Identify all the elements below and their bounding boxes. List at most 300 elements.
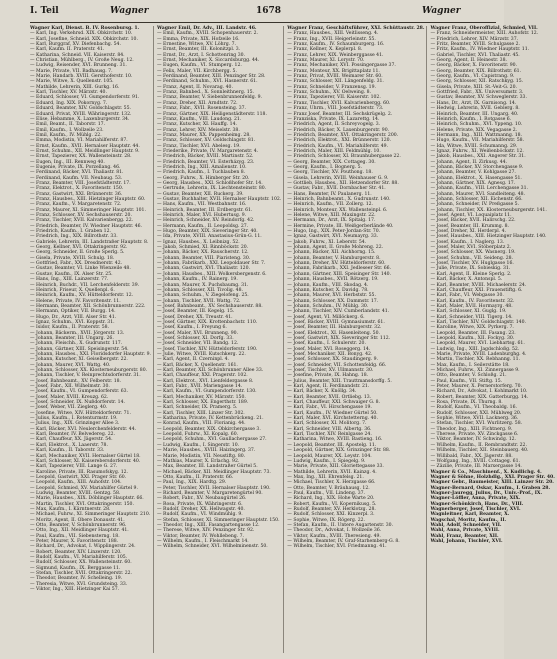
directory-entry: — Marie, Modistin, VII. Neustiftg. 80. xyxy=(156,453,246,459)
directory-entry: — Josef, Hausbes., XIII. Hietzinger Hauptstr. 140. xyxy=(430,234,547,240)
directory-entry: — Helene, Witwe, XIII. Maxingstr. 22. xyxy=(287,213,376,219)
directory-entry: — Katharina, Private, IV. Kettenbrückeng. 21. xyxy=(156,416,264,422)
directory-entry: — Leopold, Kaufm., XII. Fockyg. 30. xyxy=(430,335,515,341)
directory-entry: — Johann, Kaufm., IV. Rainerg. 19. xyxy=(156,277,238,283)
directory-entry: — Johann, Schlosser, XII. Tivolig. 48. xyxy=(156,287,243,293)
directory-entry: — Johann, Fleischh., X. Gudrunstr. 117. xyxy=(30,341,123,347)
directory-entry: — Karl, Schneider, VIII. Tigerg. 14. xyxy=(430,314,513,320)
directory-entry: — Ferdinand, Beamter, XIII. Penzinger Str. 28. xyxy=(156,74,266,80)
directory-entry: — Michael, Tischler, X. Herzgasse 66. xyxy=(287,480,376,486)
directory-entry: — Wilhelm, Kaufm., I. Fleischmarkt 14. xyxy=(156,539,249,544)
directory-entry: — Ernst, Kaufm., XVII. Hernalser Hauptstr. 44. xyxy=(30,143,140,149)
directory-entry: — Paul, Kaufm., VII. Stiftg. 15. xyxy=(430,378,503,384)
catchword-left: Wagner xyxy=(110,6,149,16)
directory-columns xyxy=(30,26,555,653)
directory-entry: — Ernst, Beamter, III. Kolonitzpl. 3. xyxy=(156,47,241,53)
directory-entry: — Ernestine, Witwe, XV. Löhrg. 7. xyxy=(156,42,236,48)
directory-entry: — Franz, Monteur, XX. Brigittaplatz 11. xyxy=(287,68,380,74)
directory-entry: — Johann, Schlosser, XX. Dammstr. 17. xyxy=(287,298,379,304)
directory-entry: — Sophie, Witwe, IX. Rögerg. 22. xyxy=(287,517,366,523)
directory-entry: — Karl, Schlosser, XI. Kaiserebersdorferstr. 40. xyxy=(30,458,141,464)
directory-entry: — Ida, Private, XVIII. Anastasius-Grün-G. 11. xyxy=(156,234,262,240)
directory-entry: — Franz, Beamter, VIII. Josefstädterstr. 17. xyxy=(30,180,131,186)
directory-entry: — Johann, Dreher, XV. Hütteldorferstr. 60. xyxy=(287,261,386,267)
directory-entry: — Josefine, Private, IX. Hahng. 18. xyxy=(287,373,369,379)
directory-entry: — Josef, Dreher, XX. Treustr. 41. xyxy=(156,314,233,320)
directory-entry: — Gabriele, Lehrerin, III. Landstraßer Hauptstr. 8. xyxy=(30,239,149,245)
directory-entry: — Gabriel, Tischler, XVI. Thaliastr. 45. xyxy=(430,52,520,58)
directory-entry: — Otto, Ing., XII. Meidlinger Hauptstr. 41. xyxy=(30,528,129,534)
page-header xyxy=(30,6,496,22)
directory-entry: — Heinrich, Monteur, XX. Wallensteinpl. 6. xyxy=(287,207,388,213)
directory-entry: — Franz, Schlosser, XV. Goldschlagstr. 81. xyxy=(156,138,256,144)
directory-entry: — Josef, Weber, VII. Zieglerg. 40. xyxy=(30,405,108,411)
directory-entry: — Johann, Gastwirt, XVI. Thaliastr. 120. xyxy=(156,266,250,272)
directory-entry: — Rudolf, Dreher, XX. Hellwagstr. 40. xyxy=(156,506,245,512)
directory-entry: — Emil, Kaufm., I. Wollzeile 23. xyxy=(30,127,104,133)
directory-entry: Wagner Emil, Dr. Adv., III. Landstr. 46. xyxy=(156,26,257,31)
directory-entry: — Friedrich, Kaufm., I. Graben 12. xyxy=(30,229,111,235)
directory-entry: — Gustav, Beamter, VI. Linke Wienzeile 48. xyxy=(30,266,131,272)
directory-entry: — Johann, Maurer, XVI. Wattg. 40. xyxy=(30,362,111,368)
directory-entry: — Georg, Bäcker, X. Favoritenstr. 90. xyxy=(430,63,518,69)
directory-entry: — Sophie, Witwe, XVII. Lacknerg. 36. xyxy=(430,416,519,422)
directory-entry: — Sigmund, Kaufm., IX. Berggasse 11. xyxy=(30,565,121,571)
directory-entry: — Karl, Bäcker, X. Antonspl. 5. xyxy=(430,277,503,283)
directory-entry: — Karl, Schneider, VIII. Albertg. 36. xyxy=(287,426,372,432)
directory-entry: — Gisela, Lehrerin, XVIII. Weinhauser G. 9. xyxy=(287,175,389,181)
directory-entry: — Johann, Tischler, V. Reinprechtsdorferstr. 31. xyxy=(30,373,141,379)
directory-entry: — Ferdinand, Bäcker, XVI. Thaliastr. 81. xyxy=(30,170,124,176)
directory-entry: — Hans, Beamter, IV. Paulanerg. 11. xyxy=(287,191,372,197)
directory-entry: — Emma, Modistin, VI. Mariahilferstr. 87. xyxy=(30,138,128,144)
directory-entry: — Julius, Kaufm., I. Rotenturmstr. 19. xyxy=(30,416,118,422)
directory-entry: — Karoline, Witwe, XIX. Pyrkerg. 7. xyxy=(430,325,514,331)
directory-entry: — Karl, Schlosser, XI. Molitorg. 7. xyxy=(287,421,367,427)
directory-entry: — Karl, Agent, II. Ferdinandstr. 21. xyxy=(287,384,370,390)
directory-entry: — Leopold, Kaufm., XIII. Auhofstr. 104. xyxy=(30,480,122,486)
directory-entry: — Max, Kaufm., I. Kärntnerstr. 28. xyxy=(30,506,111,512)
directory-entry: — Martin, Tischler, XVI. Ottakringerstr. 150. xyxy=(30,501,134,507)
directory-entry: — Marie, Hausbes., XIX. Döblinger Hauptstr. 66. xyxy=(30,496,144,502)
directory-entry: — Karl, Tischler, XIV. Reinlgasse 24. xyxy=(287,432,372,438)
directory-entry: — Josef, Kaufm., I. Naglerg. 13. xyxy=(430,239,505,245)
directory-entry: — Gustav, Beamter, XV. Schweglerstr. 33. xyxy=(430,95,527,101)
directory-entry: — Robert, Fabr., XV. Neubaugürtel 26. xyxy=(156,496,247,502)
directory-entry: — Johann, Schlosser, XII. Eichenstr. 66. xyxy=(430,197,523,202)
directory-entry: — Karl, Bäcker, X. Quellenstr. 161. xyxy=(156,362,238,368)
directory-entry: — Gertrude, Lehrerin, IX. Liechtensteinstr. 80. xyxy=(156,186,267,192)
directory-entry: — Richard, Dr., Advokat, I. Wipplingerstr. 24. xyxy=(30,544,136,550)
directory-entry: — Johann, Agent, II. Große Mohreng. 22. xyxy=(287,245,384,251)
directory-entry: — Karl, Mechaniker, XV. Märzstr. 150. xyxy=(156,394,246,400)
directory-entry: — Friedrich, Maler, XIII. Feldmühlg. 10. xyxy=(287,148,381,154)
directory-entry: — Ludwig, Ing., XIII. Jagdschloßg. 52. xyxy=(430,346,520,352)
directory-entry: — Karl, Kaufm., IV. Wiedner Gürtel 50. xyxy=(287,410,378,416)
directory-entry: — Ludwig, Kaufm., I. Singerstr. 10. xyxy=(156,442,240,448)
directory-entry: — Hugo, Ing., XIX. Peter-Jordan-Str. 70. xyxy=(287,229,381,235)
directory-entry: Wahl, Adolf, Schneider, VII. xyxy=(430,522,502,528)
directory-entry: — Josef, Fabr., XII. Wilhelmstr. 30. xyxy=(30,384,110,390)
directory-entry: — Gisela, Private, XVIII. Schulg. 18. xyxy=(30,255,115,261)
directory-entry: Wagner Franz, Oberoffizial, Schmied, VII. xyxy=(430,26,538,31)
directory-entry: — Friedrich, Kaufm., VI. Mariahilferstr. 49. xyxy=(287,143,389,149)
directory-entry: — Ignaz, Schuhm., XVI. Koppstr. 31. xyxy=(30,319,115,325)
directory-entry: — Leopold, Beamter, III. Apostelg. 11. xyxy=(287,442,377,448)
directory-entry: — Johann, Schneider, IV. Preßgasse 5. xyxy=(430,202,520,208)
directory-entry: — Viktor, Beamter, IV. Wohllebeng. 7. xyxy=(156,533,245,539)
directory-entry: — Georg, Hausbes., XXI. Schloßhofer Str. 14. xyxy=(156,180,263,186)
directory-entry: — Josef, Gärtner, XIX. Krottenbachstr. 110. xyxy=(156,319,258,325)
directory-entry: — Ludwig, Beamter, XVIII. Gentzg. 58. xyxy=(30,490,121,496)
directory-entry: — Josef, Bahnbeamt., XV. Sechshauserstr. 88. xyxy=(156,303,263,309)
directory-entry: — Johann, Tischler, XVII. Wattg. 72. xyxy=(156,298,241,304)
directory-entry: — Franz, Schneidermeister, XIII. Auhofstr. 12. xyxy=(430,31,539,37)
directory-entry: — Johann, Tischler, XX. Klosterneuburgerstr. 141. xyxy=(430,207,547,213)
directory-entry: — Hans, Kaufm., VII. Westbahnstr. 16. xyxy=(156,202,247,208)
directory-entry: — Helene, Private, IV. Favoritenstr. 11. xyxy=(30,298,121,304)
directory-entry: — Richard, Dr., Advokat, I. Kohlmarkt 10. xyxy=(430,389,528,395)
directory-entry: Wagner & Co., Maschinenf., X. Kudlichg. 4. xyxy=(430,469,542,475)
directory-entry: — Gisela, Private, XIII. St.-Veit-G. 20. xyxy=(430,84,517,90)
directory-entry: — Rosa, Private, IX. Währingerstr. 6. xyxy=(156,501,243,507)
directory-entry: — Ferdinand, Schuhm., XVI. Hasnerstr. 61. xyxy=(156,79,258,85)
directory-entry: — Heinrich, Schuhm., XVI. Yppeng. 10. xyxy=(430,122,523,128)
directory-entry: — Rudolf, Beamter, XV. Herklotzg. 28. xyxy=(287,506,376,512)
directory-entry: — Max, Beamter, III. Landstraßer Gürtel 5. xyxy=(156,464,258,470)
directory-entry: — Therese, Private, XV. Zinckgasse 6. xyxy=(430,432,519,438)
directory-entry: — Leopold, Beamter, III. Fasang. 23. xyxy=(430,330,516,336)
directory-col-3 xyxy=(287,26,427,653)
directory-entry: — Josef, Beamter, III. Krummg. 8. xyxy=(430,223,509,229)
directory-entry: — Michael, Fuhrw., XI. Zinnergasse 9. xyxy=(430,368,520,373)
directory-entry: — Ida, Witwe, XVIII. Schumanng. 29. xyxy=(430,143,518,149)
directory-entry: — Viktor, Ing., XIII. Hietzinger Kai 57. xyxy=(30,587,120,593)
directory-entry: — Hermine, Private, III. Weißgerberlände 40. xyxy=(287,223,394,229)
directory-entry: — Wilhelm, Tischler, XVI. Friedmanng. 41. xyxy=(287,544,387,550)
directory-entry: — Leopold, Maurer, XVI. Liebhartsg. 61. xyxy=(430,341,525,347)
directory-entry: — Franz, Privat, XVIII. Weimarer Str. 60. xyxy=(287,74,383,80)
directory-entry: — Josef, Schlosser, XX. Wasnerg. 19. xyxy=(430,250,516,256)
directory-entry: — Eugen, Ing., III. Rennweg 40. xyxy=(30,159,105,165)
directory-entry: — Marie, Witwe, X. Quellenstr. 105. xyxy=(30,79,114,85)
directory-entry: — Karl, Elektrot., X. Laaerstr. 78. xyxy=(30,442,108,448)
directory-entry: — Theodor, Ing., XIII. Fasangartengasse 12. xyxy=(156,522,260,528)
part-label: I. Teil xyxy=(30,6,59,16)
directory-entry: — Karl, Tischler, XV. Märzstr. 40. xyxy=(30,90,107,96)
directory-entry: Wagner-Jauregg, Julius, Dr., Univ.-Prof., IX. xyxy=(430,490,543,496)
directory-entry: — Karl, Burggraf, XV. Diefenbachg. 54. xyxy=(30,42,121,48)
directory-col-2 xyxy=(157,26,284,653)
directory-entry: — Josef, Kaufm., VI. Gumpendorferstr. 63. xyxy=(30,389,129,395)
directory-entry: — Franz, Maurer, XX. Pappenheimg. 28. xyxy=(156,132,251,138)
directory-entry: — Karl, Fabr., VI. Hirschengasse 19. xyxy=(287,405,372,411)
directory-entry: — Gustav, Beamter, XII. Ruckerg. 39. xyxy=(156,191,244,197)
directory-entry: — Rosa, Private, IX. Thurng. 8. xyxy=(430,400,503,406)
directory-entry: — Karl, Kaufm. II. Praterstr. 41. xyxy=(30,47,105,53)
directory-entry: — Rudolf, Schlosser, XXI. Mühlweg 20. xyxy=(430,410,522,416)
directory-entry: — Paul, Kaufm., VII. Lindeng. 37. xyxy=(287,490,366,496)
directory-col-1 xyxy=(30,26,154,653)
directory-entry: — Franz, Kellner, X. Keplerpl. 8. xyxy=(287,47,363,53)
directory-entry: — Eduard, Beamter, XIV. Goldschlagstr. 55. xyxy=(30,106,131,112)
directory-entry: — Johann, Maurer, XVI. Herbststr. 55. xyxy=(287,293,376,299)
directory-entry: — Johann, Kutscher, XI. Geiselbergstr. 22. xyxy=(30,357,128,363)
directory-entry: — Max, Ing., XII. Ehrenfelsg. 21. xyxy=(287,474,364,480)
directory-entry: — Johann, Hausbes., XIII. Wolkersbergenstr. 6. xyxy=(156,271,267,277)
directory-entry: Wagschal, Moritz, Kaufm., II. xyxy=(430,517,507,523)
directory-entry: — Johann, Elektrot., X. Hasengasse 51. xyxy=(430,175,522,181)
directory-entry: Wagner-Löffler, Anna, Private, XIX. xyxy=(430,496,521,502)
catchword-right: Wagner xyxy=(422,6,461,16)
directory-entry: — Johann, Schuhm., V. Ziegelofeng. 25. xyxy=(156,293,249,299)
directory-entry: — Josef, Agent, VI. Loquaiplatz 11. xyxy=(430,213,512,219)
directory-entry: — Josef, Bäcker, XVII. Halirschg. 22. xyxy=(430,218,516,224)
directory-entry: — Franz, Tapezierer, VII. Kaiserstr. 102. xyxy=(287,95,381,101)
directory-entry: — Wilhelm, Schneider, XVI. Wilhelminenstr. 50. xyxy=(156,544,268,550)
directory-entry: — Gottfried, Fabr., XX. Universumstr. 3. xyxy=(430,90,524,96)
directory-entry: — Karl, Chauffeur, XXI. Schwaiger G. 8. xyxy=(287,400,381,406)
directory-entry: — Johann, Maurer, XVI. Sandleiteng. 48. xyxy=(430,191,526,197)
directory-entry: Wagner & Söhne, Holzhdlg., XXI. Prager Str. 40. xyxy=(430,474,555,480)
directory-entry: — Viktor, Kaufm., XVIII. Theresieng. 49. xyxy=(287,533,381,539)
directory-entry: — Hermann, Optiker, VII. Burgg. 14. xyxy=(30,309,116,315)
directory-entry: — Jakob, Hausbes., XXI. Angerer Str. 31. xyxy=(430,154,526,160)
directory-entry: — Emma, Private, XIX. Hofzeile 16. xyxy=(156,36,240,42)
directory-entry: — Karl, Chauffeur, XXI. Pragerstr. 102. xyxy=(156,373,248,379)
directory-entry: — Hermann, Dr., Arzt, IX. Spitalg. 17. xyxy=(287,218,376,224)
directory-entry: — Josef, Maler, XVI. Roseggerg. 14. xyxy=(287,346,371,352)
directory-entry: Wagner-Bernard, Oskar, Kaufm., I. Graben 28. xyxy=(430,485,551,491)
directory-entry: — Friedrich, Kaufm., I. Tuchlauben 8. xyxy=(156,170,246,176)
directory-entry: — Rudolf, Schlosser, XX. Wallensteinstr. 60. xyxy=(30,560,132,566)
directory-entry: Wahl, Johann, Tischler, XVI. xyxy=(430,539,503,544)
directory-entry: — Franz, Bahnbed., X. Sonnleithnerg. 15. xyxy=(156,90,254,96)
directory-entry: — Georg, Kaufm., I. Bognerg. 5. xyxy=(287,164,363,170)
directory-entry: — Franz, Gärtner, XIX. Heiligenstädterstr. 118. xyxy=(156,111,267,117)
directory-entry: — Leopold, Schuhm., XVI. Gaullachergasse 27. xyxy=(156,437,267,443)
directory-entry: — Franz, Schneider, V. Franzensg. 19. xyxy=(287,84,376,90)
directory-entry: — Karl, Beamter, XII. Schönbrunner Allee 33. xyxy=(156,368,264,373)
directory-entry: — Josef, Tischler, XV. Ullmannstr. 30. xyxy=(287,368,374,373)
directory-entry: — Josef, Gastwirt, XIX. Sieveringer Str. 112. xyxy=(287,335,391,341)
directory-entry: — Franz, Beamter, V. Siebenbrunnenfeldg. 9. xyxy=(156,95,262,101)
page-number: 1678 xyxy=(256,6,282,16)
directory-entry: — Johann, Gärtner, XIX. Agnesg. 17. xyxy=(430,180,516,186)
directory-entry: — Georg, Tischler, XV. Pouthong. 18. xyxy=(287,170,373,176)
directory-entry: — Franz, Dreher, XII. Arndtstr. 72. xyxy=(156,100,238,106)
directory-entry: — Franz, Lehrer, XIV. Meiselstr. 38. xyxy=(156,127,240,133)
directory-entry: — Mathias, Maurer, X. Erlachg. 92. xyxy=(156,458,240,464)
directory-entry: — Johann, Gärtner, XIII. Speisingerstr. 54. xyxy=(30,346,129,352)
directory-entry: — Rudolf, Schlosser, XXI. Kinzerpl. 3. xyxy=(287,512,375,518)
directory-entry: — Karl, Bäcker, XVI. Neulerchenfelderstr. 44. xyxy=(30,426,137,432)
directory-entry: — Ferdinand, Kaufm. VII. Neubaug. 53. xyxy=(30,175,123,181)
directory-entry: — Georg, Schlosser, XII. Ratschkyg. 15. xyxy=(430,79,524,85)
directory-entry: — Johann, Bäcker, XII. Aichhorng. 15. xyxy=(287,250,376,256)
directory-entry: — Ludwig, Reisender, XVI. Brunneng. 31. xyxy=(30,63,127,69)
directory-entry: — Karl, Maler, XVII. Hormayrg. 48. xyxy=(430,303,513,309)
directory-entry: — Karl, Tischler, XIII. Linzer Str. 302. xyxy=(156,410,245,416)
directory-entry: — Josef, Kaufm., I. Schulerstr. 20. xyxy=(287,341,366,347)
directory-entry: — Friedrich, Beamter, VI. Esterházyg. 23. xyxy=(156,159,255,165)
directory-entry: — Josef, Schuhm., VII. Seideng. 28. xyxy=(430,255,513,261)
directory-entry: — Karl, Elektrot., XVI. Lienfeldergasse 8. xyxy=(156,378,254,384)
directory-entry: — Franz, Schuhm., XV. Oelweing. 8. xyxy=(287,90,372,96)
directory-entry: — Franz, Hausbes., XIII. Veitlisseng. 4. xyxy=(287,31,379,37)
directory-entry: — Franz, Schlosser, XII. Längenfeldg. 31. xyxy=(287,79,384,85)
directory-entry: Wagner-Schönkirch, Hans, Dr., VIII. xyxy=(430,501,524,507)
directory-entry: — Jakob, Fuhrw., XI. Leberstr. 54. xyxy=(287,239,367,245)
directory-entry: — Mathilde, Lehrerin, XVII. Kainzg. 4. xyxy=(287,469,377,475)
directory-entry: — Peter, Maurer, X. Pernerstorferg. 70. xyxy=(430,384,523,390)
directory-entry: — Friedrich, Elektrot., XXI. Brünnerstr. 120. xyxy=(287,138,392,144)
directory-entry: — Karl, Maler, XVI. Kirchstetterng. 40. xyxy=(287,416,378,422)
directory-entry: — Georg, Kaufm., VI. Capistrang. 9. xyxy=(430,74,515,80)
directory-entry: — Josef, Bäcker, XVIII. Gymnasiumstr. 61. xyxy=(287,319,385,325)
directory-entry: Wagner Karl, Dienst. B. IV. Rosenbursg. 1. xyxy=(30,26,140,31)
directory-entry: — Gottfried, Fabr., XX. Dresdnerstr. 42. xyxy=(30,261,123,267)
directory-entry: — Friedrich, Schlosser, XI. Braunhubergasse 22. xyxy=(287,154,401,160)
directory-entry: — Johann, Agent, II. Zirkusg. 44. xyxy=(430,159,508,165)
directory-entry: — Johann, Kaufm., VIII. Skodag. 4. xyxy=(287,282,369,288)
directory-entry: — Martin, Tischler, XX. Rebhanng. 11. xyxy=(430,357,520,363)
directory-entry: — Leopold, Maurer, XX. Leystr. 104. xyxy=(287,453,372,459)
directory-entry: — Johann, Schuhm., IV. Mühlg. 30. xyxy=(287,303,369,309)
directory-entry: — Karl, Schlosser, XX. Engerthstr. 189. xyxy=(156,400,249,406)
directory-entry: — Gustav, Buchhalter, XVII. Hernalser Hauptstr. 102. xyxy=(156,197,282,202)
directory-entry: — Franz, Schlosser, XV. Sechshauserstr. 20. xyxy=(30,213,132,219)
directory-entry: — Hugo, Dr., Arzt, VIII. Alser Str. 41. xyxy=(30,314,117,320)
directory-entry: — Franz, Maurer, XI. Simmeringer Hauptstr. 101. xyxy=(30,207,146,213)
directory-entry: — Heinrich, Kaufm., VII. Zollerg. 12. xyxy=(287,202,374,208)
directory-entry: Wagnleitner, Karl, Beamter, X. xyxy=(430,512,510,518)
directory-entry: — Franz, Fabr., XVII. Rosensteing. 37. xyxy=(156,106,246,112)
directory-entry: — Ludwig, Kaufm., I. Spiegelg. 9. xyxy=(287,458,366,464)
directory-entry: — Christian, Mühlberg., IV. Große Neug. 12. xyxy=(30,58,134,64)
directory-entry: — Eugen, Kaufm., VI. Stumperg. 12. xyxy=(156,63,242,69)
directory-entry: — Josef, Schneider, IX. Nußdorferstr. 14. xyxy=(30,400,125,406)
directory-entry: — Josef, Beamter, III. Kegelg. 15. xyxy=(156,309,235,315)
directory-entry: — Robert, Beamter, XIV. Linzerstr. 120. xyxy=(30,549,122,555)
directory-entry: — Ernst, Dr., Arzt, I. Schottenring 30. xyxy=(156,52,246,58)
directory-entry: — Franz, Ing., XVII. Heigerleinstr. 55. xyxy=(287,36,376,42)
directory-entry: — Theodor, Ing., XIII. Fichtnerg. 9. xyxy=(430,426,513,432)
directory-entry: — Rudolf, Kaufm., VI. Mariahilferstr. 105. xyxy=(30,555,128,561)
directory-entry: — Josef, Bahnbeamt., XV. Felberstr. 18. xyxy=(30,378,122,384)
directory-entry: — Hans, Dr., Arzt, IX. Garnisong. 14. xyxy=(430,100,517,106)
directory-entry: — Jakob, Schmied, XI. Rinnböckstr. 20. xyxy=(156,245,249,251)
directory-entry: — Heinrich, Buchdr., VII. Lerchenfelderstr. 39. xyxy=(30,282,140,288)
directory-entry: — Ignaz, Hausbes., X. Leibnizg. 52. xyxy=(156,239,240,245)
directory-entry: — Heinrich, Bahnbeamt., X. Gudrunstr. 140. xyxy=(287,197,391,202)
directory-entry: — Josef, Elektrot., XI. Hasenleiteng. 50. xyxy=(287,330,380,336)
directory-entry: — Franz, Kaufm., IV. Schaumburgerg. 16. xyxy=(287,42,385,48)
directory-entry: — Fritz, Beamter, XVIII. Schulgasse 2. xyxy=(430,42,520,48)
directory-entry: — Johann, Fabrikarb., XXI. Leopoldauer Str. 7. xyxy=(156,261,266,267)
directory-entry: — Josef, Tischler, XIV. Hütteldorferstr. 190. xyxy=(156,346,258,352)
directory-entry: — Stefan, Kaufm., II. Untere Augartenstr. 30. xyxy=(287,522,394,528)
directory-entry: — Heinrich, Kaufm., I. Rotgasse 6. xyxy=(430,116,512,122)
directory-entry: — Julius, Ing., XIX. Grinzinger Allee 3. xyxy=(30,421,120,427)
directory-entry: — Josef, Schlosser, XI. Dorfg. 33. xyxy=(156,335,234,341)
directory-entry: — Marie, Private, XIII. Gloriettegasse 33. xyxy=(287,464,384,470)
directory-entry: — Karoline, Private, III. Rasumofskyg. 12. xyxy=(30,469,129,475)
directory-entry: — Johann, Beamter, V. Kohlgasse 27. xyxy=(430,170,516,176)
directory-entry: — Karl, Chauffeur, XXI. Frauenstiftg. 6. xyxy=(430,287,523,293)
directory-entry: — Heinrich, Friseur, X. Quellenpl. 6. xyxy=(30,287,115,293)
directory-entry: — Mathilde, Lehrerin, XIII. Gurkg. 16. xyxy=(30,84,120,90)
directory-entry: — Josef, Maler, XVI. Brunneng. 90. xyxy=(156,330,239,336)
directory-entry: — Hedwig, Lehrerin, XVII. Geblerg. 8. xyxy=(430,106,520,112)
directory-entry: — Elise, Hebamme, X. Laxenburgerstr. 34. xyxy=(30,116,130,122)
directory-entry: — Heinrich, Maler, XVI. Hubertusg. 9. xyxy=(156,213,247,219)
directory-entry: — Otto, Beamter, V. Schönbrunnerstr. 96. xyxy=(30,522,127,528)
directory-entry: — Josef, Beamter, III. Hainburgerstr. 32. xyxy=(287,325,382,331)
directory-entry: — Franz, Uhrm., VIII. Josefstädterstr. 73. xyxy=(287,106,384,112)
directory-entry: — Ignaz, Gastwirt, XVI. Neumayrg. 33. xyxy=(287,234,379,240)
directory-entry: — Georg, Kellner, XVI. Ottakringerstr. 92. xyxy=(30,245,128,251)
directory-entry: — Josef, Agent, VI. Millöckerg. 6. xyxy=(287,314,365,320)
directory-entry: — Georg, Beamter, XIX. Cottageg. 30. xyxy=(287,159,376,165)
directory-entry: — Franz, Tischler, XVII. Kalvarienbergg. 22. xyxy=(30,218,134,224)
directory-entry: — Johann, Beamter, III. Ungarg. 26. xyxy=(30,335,114,341)
directory-entry: — Heinrich, Kaufm., XV. Hütteldorferstr. 12. xyxy=(30,293,134,299)
directory-entry: — Leopold, Gastwirt, XXI. Prager Str. 60. xyxy=(30,474,127,480)
directory-entry: — Friedrich, Bäcker, X. Laxenburgerstr. 90. xyxy=(287,127,390,133)
directory-entry: — Karl, Mechaniker, XVII. Hernalser Gürtel 18. xyxy=(30,453,141,459)
directory-entry: — Theodor, Beamter, IV. Schelleing. 19. xyxy=(30,576,123,582)
directory-entry: — Richard, Beamter, V. Margaretengürtel 90. xyxy=(156,490,263,496)
directory-entry: — Eduard, Ing. XIX. Pokornyg. 7. xyxy=(30,100,108,106)
directory-entry: — Georg, Agent, II. Heinestr. 38. xyxy=(430,58,507,64)
directory-entry: — Franz, Hausbes., XIII. Hietzinger Hauptstr. 60. xyxy=(30,197,146,202)
directory-entry: — Theresia, Witwe, XVI. Grundsteing. 33. xyxy=(30,581,128,587)
directory-entry: — Katharina, Witwe, XVIII. Bastieng. 16. xyxy=(287,437,383,443)
directory-entry: — Gottlieb, Hausbes., XII. Hetzendorfer Str. 88. xyxy=(287,180,399,186)
directory-entry: — Franz, Lehrer, XIX. Weinberggasse 41. xyxy=(287,52,384,58)
directory-entry: — Georg, Schneider, II. Große Sperlg. 5. xyxy=(30,250,125,256)
directory-entry: — Otto, Beamter, V. Bräuhausg. 12. xyxy=(287,485,370,491)
directory-entry: — Karl, Kaufm., II. Taborstr. 33. xyxy=(30,448,105,454)
directory-entry: — Hermann, Ing., XIII. Wattmanng. 18. xyxy=(430,132,523,138)
directory-entry: — Marie, Hausbes., XVIII. Haizingerg. 37. xyxy=(156,448,256,454)
directory-entry: — Johann, Beamter, VIII. Piaristeng. 30. xyxy=(156,255,251,261)
directory-entry: — Leopold, Fuhrw., XI. Kopalg. 60. xyxy=(156,432,239,438)
directory-entry: — Friedrich, Ing., XIII. Amalienstr. 10. xyxy=(156,164,247,170)
directory-entry: — Rudolf, Kaufm., VI. Theobaldg. 16. xyxy=(430,405,517,411)
directory-entry: — Michael, Fuhrw., XI. Simmeringer Hauptstr. 210. xyxy=(30,512,151,518)
directory-entry: — Franz, Tischler, XVII. Kalvarienbergg. 60. xyxy=(287,100,391,106)
directory-entry: — Johann, Bäcker, XX. Rauscherstr. 12. xyxy=(156,250,249,256)
directory-entry: — Isidor, Kaufm., II. Praterstr. 58. xyxy=(30,325,110,331)
directory-entry: — Franz, Elektrot., X. Favoritenstr. 150. xyxy=(30,186,124,192)
directory-entry: — Julie, Witwe, XVIII. Kutschkerg. 22. xyxy=(156,351,246,357)
directory-entry: — Ernst, Schuhm., XII. Meidlinger Hauptstr. 9. xyxy=(30,148,140,154)
directory-entry: — Johann, Beamter, V. Hamburgerstr. 8. xyxy=(287,255,381,261)
directory-entry: — Marie, Private, XVIII. Ladenburghg. 4. xyxy=(430,351,527,357)
directory-entry: — Karl, Fabr., XVII. Mariengasse 14. xyxy=(156,384,243,390)
directory-entry: — Julius, Beamter, XIII. Trauttmansdorffg. 5. xyxy=(287,378,392,384)
directory-entry: — Karl, Fabr., VI. Webgasse 30. xyxy=(430,293,504,299)
directory-entry: — Hermann, Beamter, XII. Schönbrunnerstr. 222. xyxy=(30,303,146,309)
directory-entry: — Franz, Kaufm., VIII. Laudong. 21. xyxy=(156,116,242,122)
directory-entry: — Wolfgang, Ing., XVIII. Cottageg. 61. xyxy=(430,458,520,464)
directory-entry: Wahl, Franz, Beamter, XII. xyxy=(430,533,499,539)
directory-entry: — Gustav, Kaufm., IX. Alser Str. 25. xyxy=(30,271,113,277)
directory-entry: — Leopold, Schmied, XV. Mariahilfer Gürtel 9. xyxy=(30,485,138,491)
directory-entry: — Franz, Kutscher, XI. Hauffg. 14. xyxy=(156,122,237,128)
